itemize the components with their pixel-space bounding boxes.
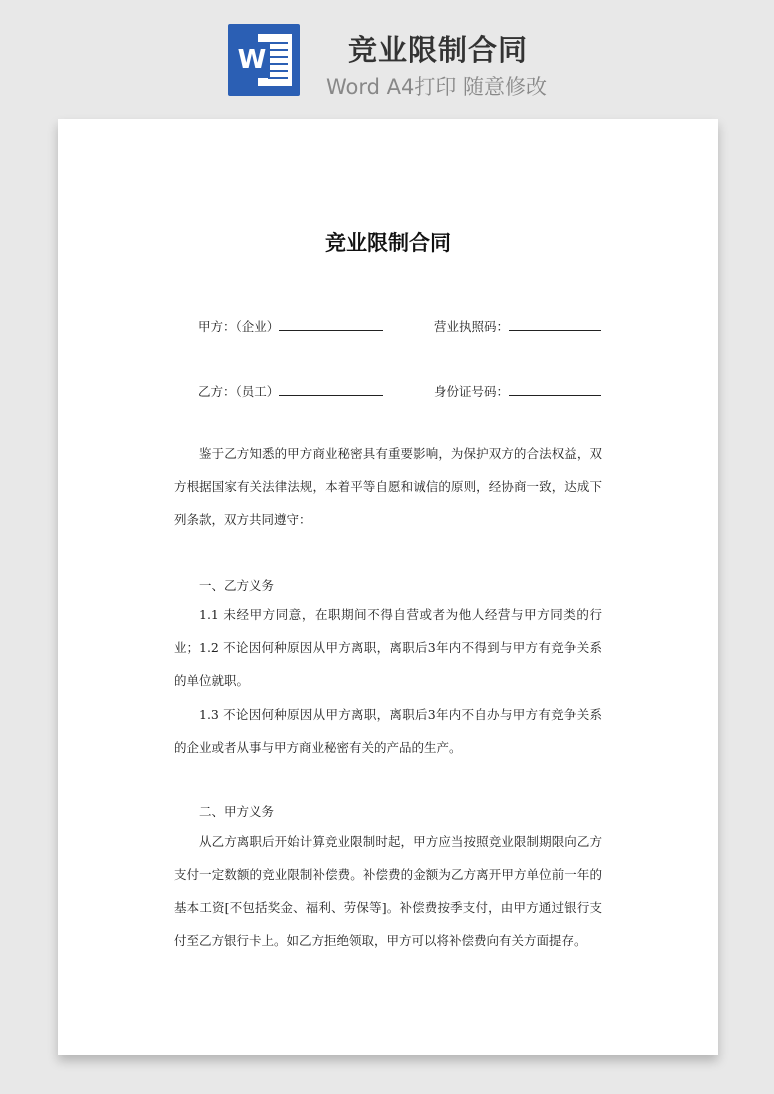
party-b-label: 乙方：（员工）	[198, 384, 280, 399]
id-blank[interactable]	[509, 383, 601, 396]
section1-item-3-text: 1.3 不论因何种原因从甲方离职，离职后3年内不自办与甲方有竞争关系的企业或者从事与甲方商业秘密有关的产品的生产。	[174, 707, 602, 755]
section1-item-1-text: 1.1 未经甲方同意，在职期间不得自营或者为他人经营与甲方同类的行业；	[174, 607, 602, 655]
section1-item-2-text: 1.2 不论因何种原因从甲方离职，离职后3年内不得到与甲方有竞争关系的单位就职。	[174, 640, 602, 688]
document-page	[58, 119, 718, 1055]
id-field	[434, 382, 601, 400]
section2-paragraph	[174, 825, 602, 957]
section1-heading: 一、乙方义务	[199, 578, 275, 593]
document-title: 竞业限制合同	[325, 231, 451, 255]
banner-subtitle: Word A4打印 随意修改	[326, 75, 548, 99]
section2-text: 从乙方离职后开始计算竞业限制时起，甲方应当按照竞业限制期限向乙方支付一定数额的竞业限制补偿费。补偿费的金额为乙方离开甲方单位前一年的基本工资[不包括奖金、福利、劳保等]。补偿费按季支付，由甲方通过银行支付至乙方银行卡上。如乙方拒绝领取，甲方可以将补偿费向有关方面提存。	[174, 834, 602, 948]
banner-title: 竞业限制合同	[348, 33, 529, 67]
party-b-blank[interactable]	[279, 383, 383, 396]
license-blank[interactable]	[509, 318, 601, 331]
section1-item-2	[174, 631, 602, 697]
header-banner	[0, 0, 774, 118]
word-icon-letter: W	[234, 42, 270, 78]
party-b-field	[198, 382, 383, 400]
section2-heading: 二、甲方义务	[199, 804, 275, 819]
party-a-label: 甲方：（企业）	[198, 319, 280, 334]
intro-text: 鉴于乙方知悉的甲方商业秘密具有重要影响，为保护双方的合法权益，双方根据国家有关法律法规，本着平等自愿和诚信的原则，经协商一致，达成下列条款，双方共同遵守：	[174, 446, 602, 527]
word-document-icon	[228, 24, 300, 96]
party-a-blank[interactable]	[279, 318, 383, 331]
section1-item-3	[174, 698, 602, 764]
intro-paragraph	[174, 437, 602, 536]
party-a-field	[198, 317, 383, 335]
id-label: 身份证号码：	[434, 384, 510, 399]
license-label: 营业执照码：	[434, 319, 510, 334]
license-field	[434, 317, 601, 335]
